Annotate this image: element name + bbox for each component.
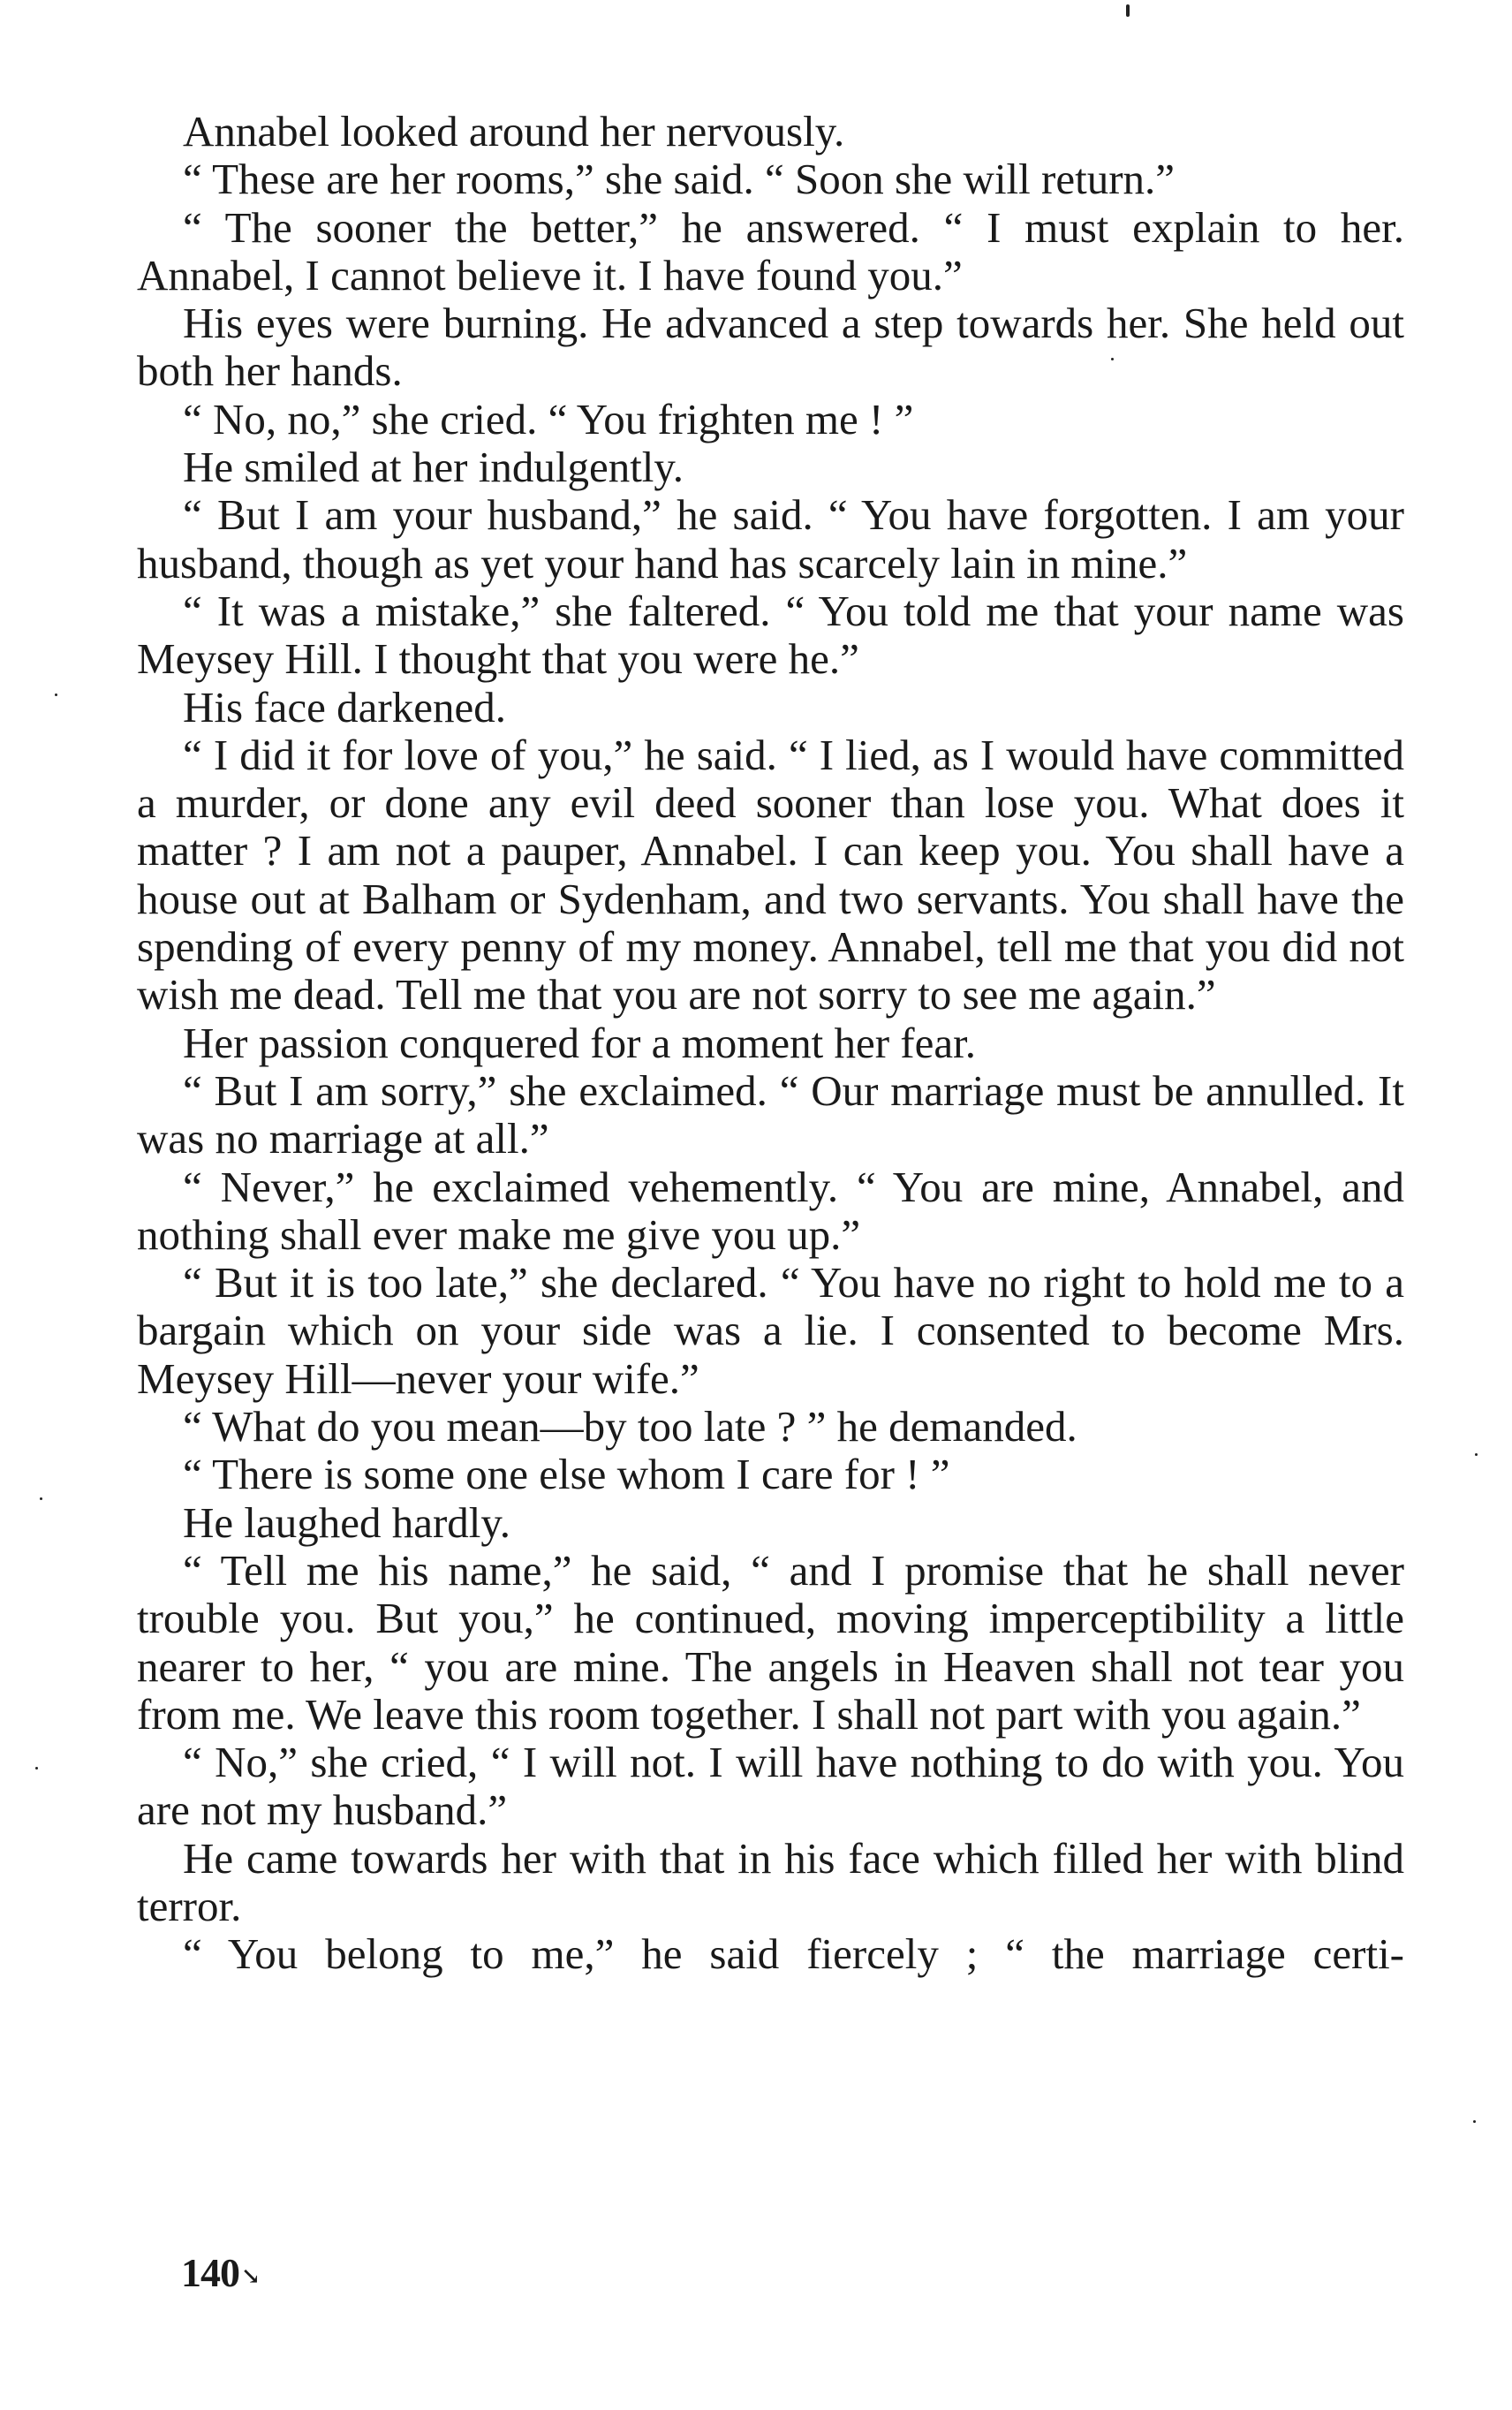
paper-speck [1111,358,1114,360]
paper-speck [40,1497,42,1500]
page-number-text: 140 [181,2250,239,2295]
paragraph: Her passion conquered for a moment her fear. [183,1018,976,1067]
paper-speck [1473,2120,1476,2123]
printer-mark-icon: ↘ [241,2263,260,2290]
paragraph: “ These are her rooms,” she said. “ Soon she will return.” [183,155,1176,204]
paragraph: “ What do you mean—by too late ? ” he demanded. [183,1402,1077,1451]
paragraph: “ But I am your husband,” he said. “ You have forgotten. I am your husband, though as yet your hand has scarcely lain in mine.” [137,490,1404,587]
paragraph: “ No, no,” she cried. “ You frighten me ! ” [183,394,914,443]
paragraph: “ But it is too late,” she declared. “ You have no right to hold me to a bargain which on your side was a lie. I consented to become Mrs. Meysey Hill—never your wife.” [137,1258,1404,1403]
paragraph: “ The sooner the better,” he answered. “ I must explain to her. Annabel, I cannot believe it. I have found you.” [137,202,1404,299]
paragraph: “ But I am sorry,” she exclaimed. “ Our marriage must be annulled. It was no marriage at all.” [137,1065,1404,1163]
paragraph: He laughed hardly. [183,1497,510,1547]
paragraph: “ No,” she cried, “ I will not. I will have nothing to do with you. You are not my husband.” [137,1738,1404,1835]
paper-speck [1126,4,1130,17]
paragraph: “ It was a mistake,” she faltered. “ You told me that your name was Meysey Hill. I thought that you were he.” [137,586,1404,684]
paragraph: He smiled at her indulgently. [183,443,684,492]
page-number [181,2249,260,2296]
paragraph: His face darkened. [183,682,506,731]
paragraph: He came towards her with that in his face which filled her with blind terror. [137,1833,1404,1930]
paragraph: “ Tell me his name,” he said, “ and I promise that he shall never trouble you. But you,” he continued, moving imperceptibility a little nearer to her, “ you are mine. The angels in Heaven shall not tear you from me. We leave this room together. I shall not part with you again.” [137,1545,1404,1739]
paper-speck [1475,1453,1478,1456]
paper-speck [35,1767,38,1770]
paper-speck [55,693,57,696]
paragraph: Annabel looked around her nervously. [183,107,845,155]
paragraph: “ Never,” he exclaimed vehemently. “ You are mine, Annabel, and nothing shall ever make me give you up.” [137,1162,1404,1259]
paragraph-continued: “ You belong to me,” he said fiercely ; “ the marriage certi- [183,1929,1404,1979]
paragraph: “ I did it for love of you,” he said. “ I lied, as I would have committed a murder, or done any evil deed sooner than lose you. What does it matter ? I am not a pauper, Annabel. I can keep you. You shall have a house out at Balham or Sydenham, and two servants. You shall have the spending of every penny of my money. Annabel, tell me that you did not wish me dead. Tell me that you are not sorry to see me again.” [137,730,1404,1019]
paragraph: “ There is some one else whom I care for ! ” [183,1450,950,1499]
paragraph: His eyes were burning. He advanced a step towards her. She held out both her hands. [137,299,1404,396]
body-text [137,108,1404,1979]
